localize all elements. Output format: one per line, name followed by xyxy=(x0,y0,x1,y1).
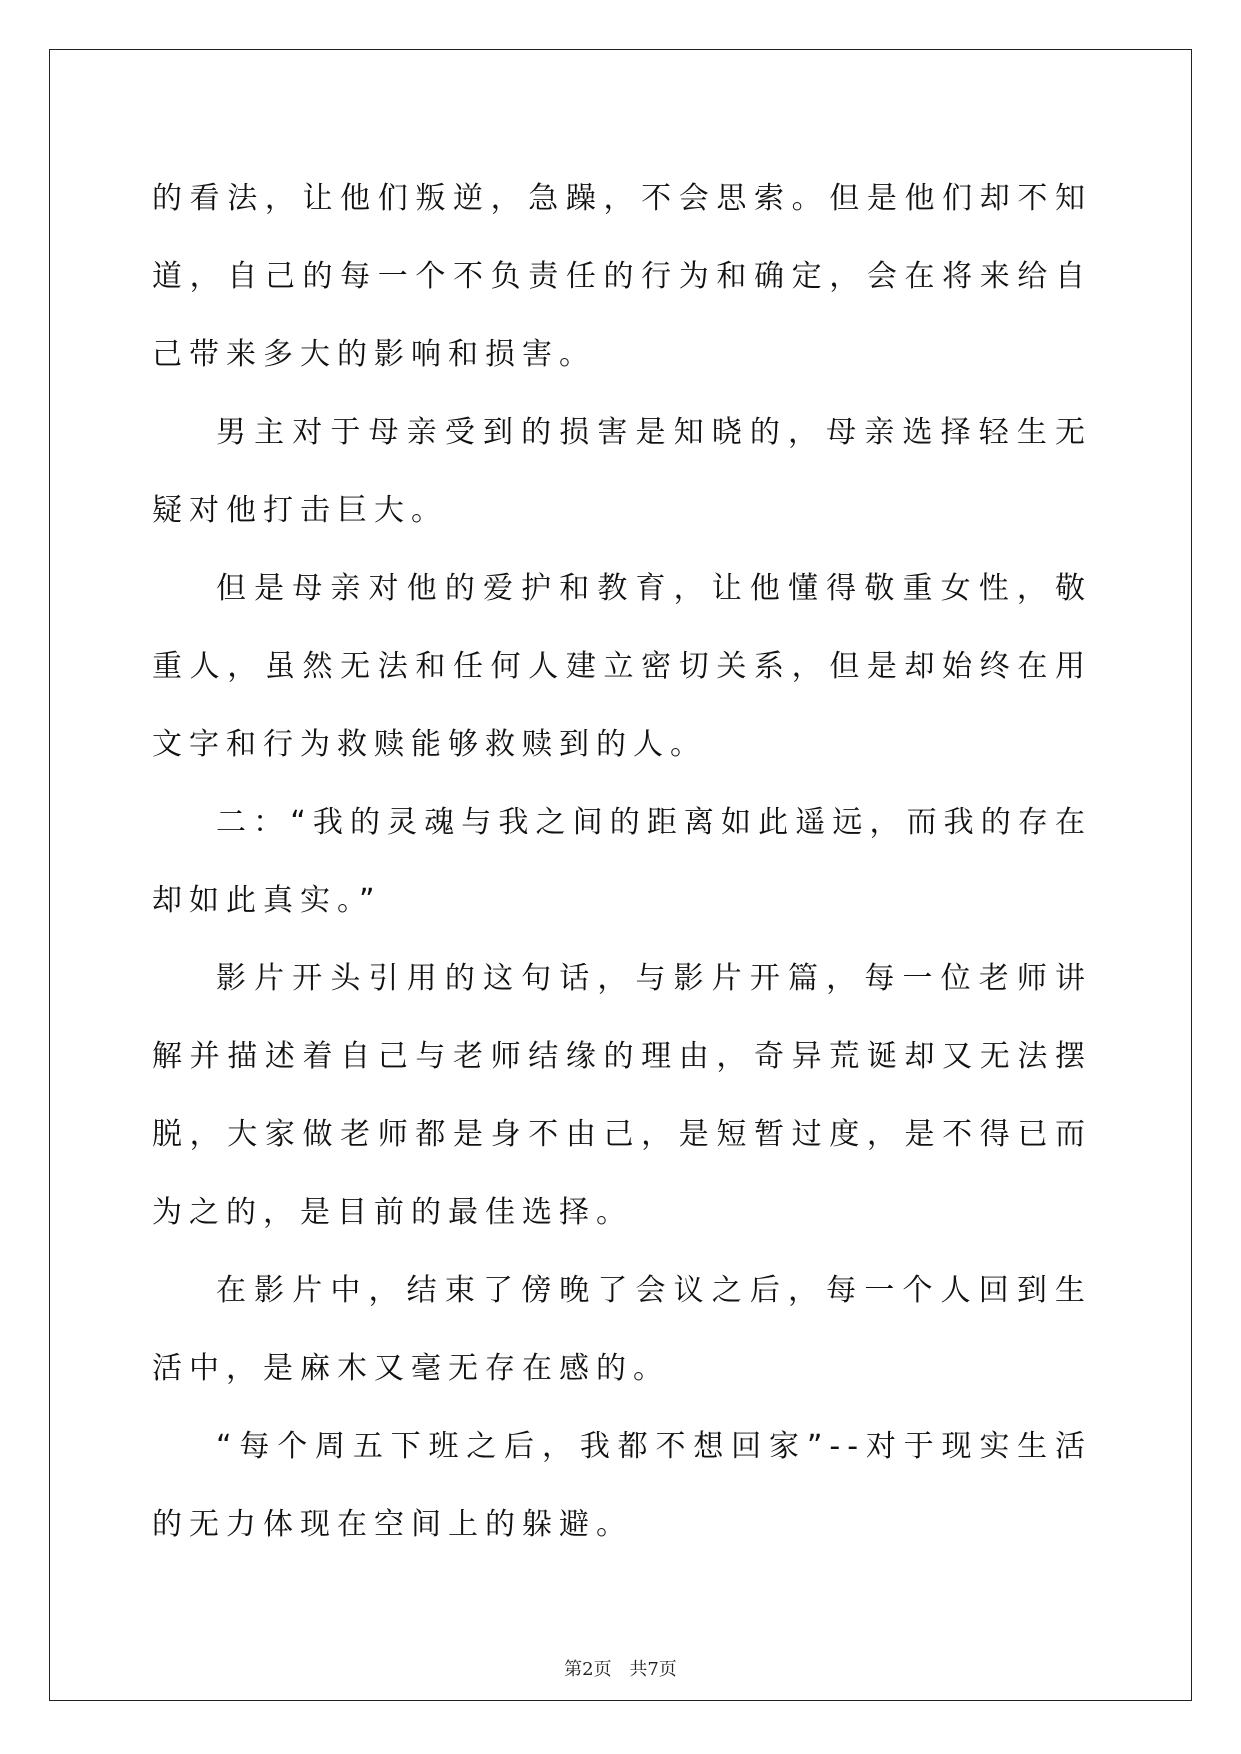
paragraph-4: 二：“我的灵魂与我之间的距离如此遥远，而我的存在却如此真实。” xyxy=(152,805,1092,918)
paragraph-7: “每个周五下班之后，我都不想回家”--对于现实生活的无力体现在空间上的躲避。 xyxy=(152,1429,1092,1542)
paragraph-1: 的看法，让他们叛逆，急躁，不会思索。但是他们却不知道，自己的每一个不负责任的行为和确定，会在将来给自己带来多大的影响和损害。 xyxy=(152,181,1092,372)
document-body xyxy=(152,160,1092,1564)
paragraph-2: 男主对于母亲受到的损害是知晓的，母亲选择轻生无疑对他打击巨大。 xyxy=(152,415,1092,528)
paragraph-5: 影片开头引用的这句话，与影片开篇，每一位老师讲解并描述着自己与老师结缘的理由，奇异荒诞却又无法摆脱，大家做老师都是身不由己，是短暂过度，是不得已而为之的，是目前的最佳选择。 xyxy=(152,961,1092,1230)
page-number-current: 第2页 xyxy=(564,1659,612,1680)
paragraph-6: 在影片中，结束了傍晚了会议之后，每一个人回到生活中，是麻木又毫无存在感的。 xyxy=(152,1273,1092,1386)
page-number-total: 共7页 xyxy=(629,1659,677,1680)
page-footer xyxy=(0,1655,1241,1681)
paragraph-3: 但是母亲对他的爱护和教育，让他懂得敬重女性，敬重人，虽然无法和任何人建立密切关系，但是却始终在用文字和行为救赎能够救赎到的人。 xyxy=(152,571,1092,762)
